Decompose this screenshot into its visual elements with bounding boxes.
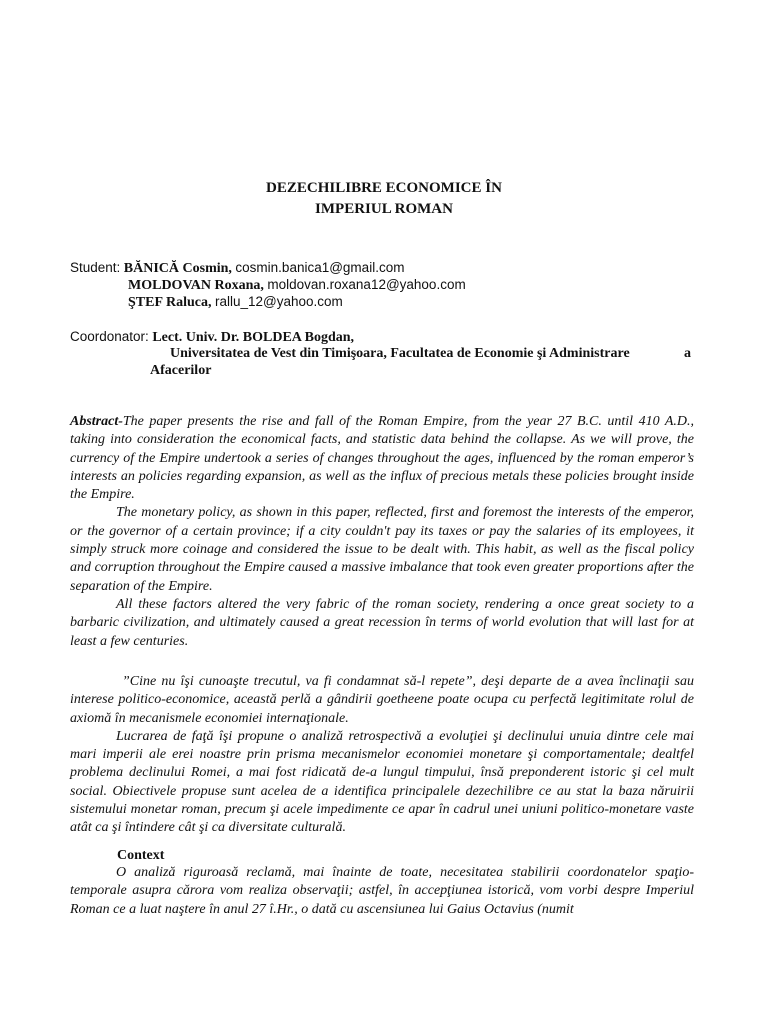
context-paragraph-1: O analiză riguroasă reclamă, mai înainte de toate, necesitatea stabilirii coordonatelor spaţio-temporale asupra cărora vom realiza observaţii; astfel, în accepţiunea istorică, vom vorbi despre Imperiul Roman ce a luat naştere în anul 27 î.Hr., o dată cu ascensiunea lui Gaius Octavius (numit — [70, 865, 694, 917]
introduction — [70, 673, 694, 838]
abstract-paragraph-1 — [70, 413, 694, 504]
affiliation-text: Universitatea de Vest din Timişoara, Facultatea de Economie şi Administrare — [170, 346, 630, 361]
intro-paragraph-1: ”Cine nu îşi cunoaşte trecutul, va fi condamnat să-l repete”, deşi departe de a avea înclinaţii sau interese politico-economice, această perlă a gândirii goetheene poate ocupa cu perfectă legitimitate rolul de axiomă în mecanismele economiei internaţionale. — [70, 674, 694, 726]
context-heading: Context — [117, 848, 165, 863]
coordinator-line — [70, 329, 354, 346]
title-line-1: DEZECHILIBRE ECONOMICE ÎN — [266, 180, 502, 196]
affiliation-line-1 — [170, 346, 630, 362]
student-line-3 — [128, 294, 343, 311]
paper-title — [0, 178, 768, 220]
author-name: ŞTEF Raluca, — [128, 295, 212, 310]
affiliation-a: a — [684, 346, 691, 361]
author-name: BĂNICĂ Cosmin, — [123, 261, 232, 276]
student-label: Student: — [70, 260, 121, 275]
author-email: rallu_12@yahoo.com — [215, 294, 343, 309]
coordinator-label: Coordonator: — [70, 329, 149, 344]
author-email: moldovan.roxana12@yahoo.com — [267, 277, 466, 292]
abstract-label: Abstract- — [70, 414, 123, 429]
intro-paragraph-2: Lucrarea de faţă îşi propune o analiză retrospectivă a evoluţiei şi declinului unuia dintre cele mai mari imperii ale erei noastre prin prisma mecanismelor economiei monetare şi comportamentale; dealtfel problema declinului Romei, a mai fost ridicată de-a lungul timpului, însă preponderent istoric şi cel mult social. Obiectivele propuse sunt acelea de a identifica principalele dezechilibre ce au stat la baza năruirii sistemului monetar roman, precum şi acele impedimente ce apar în cadrul unei uniuni politico-monetare vaste atât ca şi întindere cât şi ca diversitate culturală. — [70, 728, 694, 836]
abstract-paragraph-3: All these factors altered the very fabric of the roman society, rendering a once great society to a barbaric civilization, and ultimately caused a great recession în terms of world evolution that will last for at least a few centuries. — [70, 596, 694, 649]
student-line-2 — [128, 277, 466, 294]
abstract-paragraph-2: The monetary policy, as shown in this paper, reflected, first and foremost the interests of the emperor, or the governor of a certain province; if a city couldn't pay its taxes or pay the salaries of its employees, it simply struck more coinage and considered the issue to be dealt with. This habit, as well as the fiscal policy and corruption throughout the Empire caused a massive imbalance that took even greater proportions after the separation of the Empire. — [70, 505, 694, 594]
coordinator-name: Lect. Univ. Dr. BOLDEA Bogdan, — [152, 330, 355, 345]
student-line-1 — [70, 260, 404, 277]
affiliation-line-2: Afacerilor — [150, 363, 212, 378]
title-line-2: IMPERIUL ROMAN — [315, 201, 453, 217]
abstract — [70, 413, 694, 651]
author-email: cosmin.banica1@gmail.com — [235, 260, 405, 275]
abstract-p1-text: The paper presents the rise and fall of the Roman Empire, from the year 27 B.C. until 410 A.D., taking into consideration the economical facts, and statistic data behind the collapse. As we will prove, the currency of the Empire undertook a series of changes throughout the ages, influenced by the roman emperor’s interests an policies regarding expansion, as well as the influx of precious metals these policies brought inside the Empire. — [70, 414, 694, 503]
context-body — [70, 864, 694, 919]
author-name: MOLDOVAN Roxana, — [128, 278, 264, 293]
